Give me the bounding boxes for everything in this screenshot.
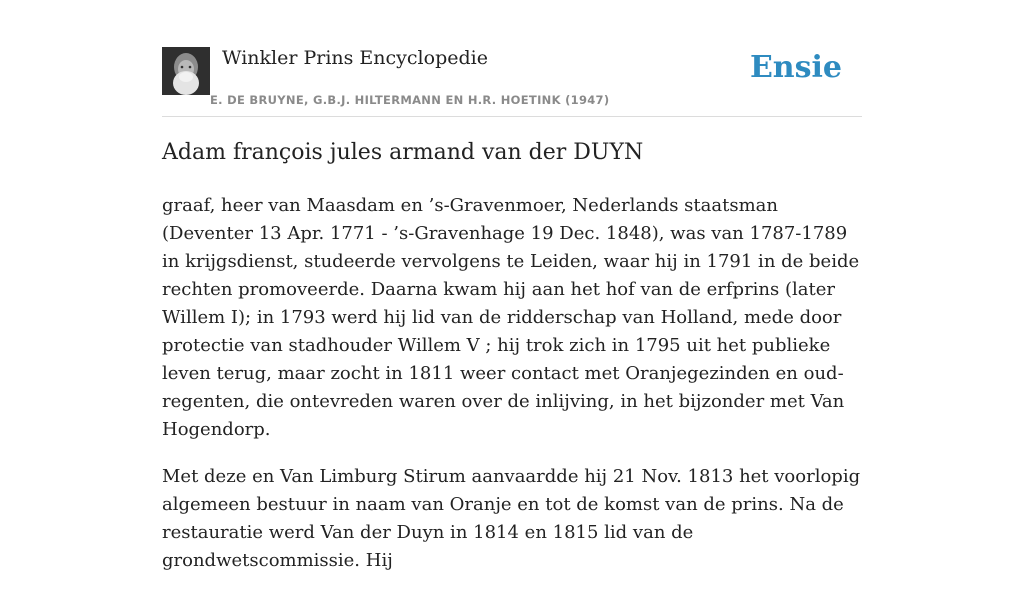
author-avatar[interactable]	[162, 47, 210, 95]
article-body	[162, 192, 862, 594]
portrait-icon	[162, 47, 210, 95]
article-paragraph: graaf, heer van Maasdam en ’s-Gravenmoer, Nederlands staatsman (Deventer 13 Apr. 1771 - ’s-Gravenhage 19 Dec. 1848), was van 1787-1789 in krijgsdienst, studeerde vervolgens te Leiden, waar hij in 1791 in de beide rechten promoveerde. Daarna kwam hij aan het hof van de erfprins (later Willem I); in 1793 werd hij lid van de ridderschap van Holland, mede door protectie van stadhouder Willem V ; hij trok zich in 1795 uit het publieke leven terug, maar zocht in 1811 weer contact met Oranjegezinden en oud-regenten, die ontevreden waren over de inlijving, in het bijzonder met Van Hogendorp.	[162, 195, 860, 440]
article-paragraph: Met deze en Van Limburg Stirum aanvaardde hij 21 Nov. 1813 het voorlopig algemeen bestuur in naam van Oranje en tot de komst van de prins. Na de restauratie werd Van der Duyn in 1814 en 1815 lid van de grondwetscommissie. Hij	[162, 466, 861, 571]
article-title: Adam françois jules armand van der DUYN	[162, 140, 644, 165]
source-authors: E. DE BRUYNE, G.B.J. HILTERMANN EN H.R. HOETINK (1947)	[210, 93, 610, 107]
source-title[interactable]: Winkler Prins Encyclopedie	[222, 47, 488, 69]
brand-logo[interactable]: Ensie	[749, 50, 842, 85]
source-header	[162, 46, 862, 117]
